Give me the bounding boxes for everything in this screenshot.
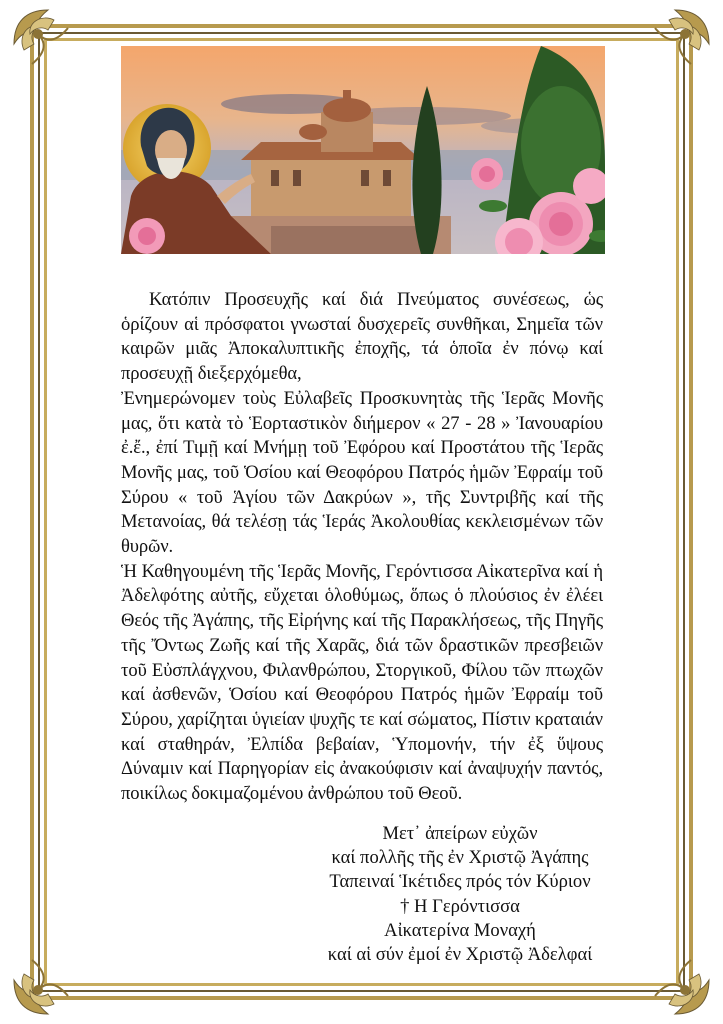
letter-paragraph: Ἡ Καθηγουμένη τῆς Ἱερᾶς Μονῆς, Γερόντισσα Αἰκατερῖνα καί ἡ Ἀδελφότης αὐτῆς, εὔχεται ὁλοθύμως, ὅπως ὁ πλούσιος ἐν ἐλέει Θεός τῆς Ἀγάπης, τῆς Εἰρήνης καί τῆς Παρακλήσεως, τῆς Πηγῆς τῆς Ὄντως Ζωῆς καί τῆς Χαρᾶς, διά τῶν δραστικῶν πρεσβειῶν τοῦ Εὐσπλάγχνου, Φιλανθρώπου, Στοργικοῦ, Φίλου τῶν πτωχῶν καί ἀσθενῶν, Ὁσίου καί Θεοφόρου Πατρός ἡμῶν Ἐφραίμ τοῦ Σύρου, χαρίζηται ὑγιείαν ψυχῆς τε καί σώματος, Πίστιν κραταιάν καί σταθηράν, Ἐλπίδα βεβαίαν, Ὑπομονήν, τήν ἐξ ὕψους Δύναμιν καί Παρηγορίαν εἰς ἀνακούφισιν καί ἀναψυχήν παντός, ποικίλως δοκιμαζομένου ἀνθρώπου τοῦ Θεοῦ. [121, 560, 603, 805]
signature-name: Αἰκατερίνα Μοναχή [384, 919, 536, 941]
letter-closing [300, 822, 620, 967]
frame-corner-ornament [8, 4, 90, 86]
monastery-header-image [121, 46, 605, 254]
closing-line: Ταπειναί Ἱκέτιδες πρός τόν Κύριον [329, 871, 591, 893]
letter-paragraph: Κατόπιν Προσευχῆς καί διά Πνεύματος συνέσεως, ὡς ὁρίζουν αἱ πρόσφατοι γνωσταί δυσχερεῖς συνθῆκαι, Σημεῖα τῶν καιρῶν μιᾶς Ἀποκαλυπτικῆς ἐποχῆς, τά ὁποῖα ἐν πόνῳ καί προσευχῇ διεξερχόμεθα, [121, 289, 603, 385]
frame-corner-ornament [633, 4, 715, 86]
letter-paragraph: Ἐνημερώνομεν τοὺς Εὐλαβεῖς Προσκυνητὰς τῆς Ἱερᾶς Μονῆς μας, ὅτι κατὰ τὸ Ἑορταστικὸν διήμερον « 27 - 28 » Ἰανουαρίου ἐ.ἔ., ἐπί Τιμῇ καί Μνήμῃ τοῦ Ἐφόρου καί Προστάτου τῆς Ἱερᾶς Μονῆς μας, τοῦ Ὁσίου καί Θεοφόρου Πατρός ἡμῶν Ἐφραίμ τοῦ Σύρου « τοῦ Ἁγίου τῶν Δακρύων », τῆς Συντριβῆς καί τῆς Μετανοίας, θά τελέσῃ τάς Ἱεράς Ἀκολουθίας κεκλεισμένων τῶν θυρῶν. [121, 387, 603, 558]
closing-line: καί πολλῆς τῆς ἐν Χριστῷ Ἀγάπης [331, 847, 589, 869]
closing-line: Μετ᾽ ἀπείρων εὐχῶν [382, 823, 538, 844]
frame-corner-ornament [8, 938, 90, 1020]
letter-body [121, 288, 603, 807]
closing-line: καί αἱ σύν ἐμοί ἐν Χριστῷ Ἀδελφαί [327, 944, 593, 966]
frame-corner-ornament [633, 938, 715, 1020]
signature-title: † Η Γερόντισσα [400, 895, 520, 917]
